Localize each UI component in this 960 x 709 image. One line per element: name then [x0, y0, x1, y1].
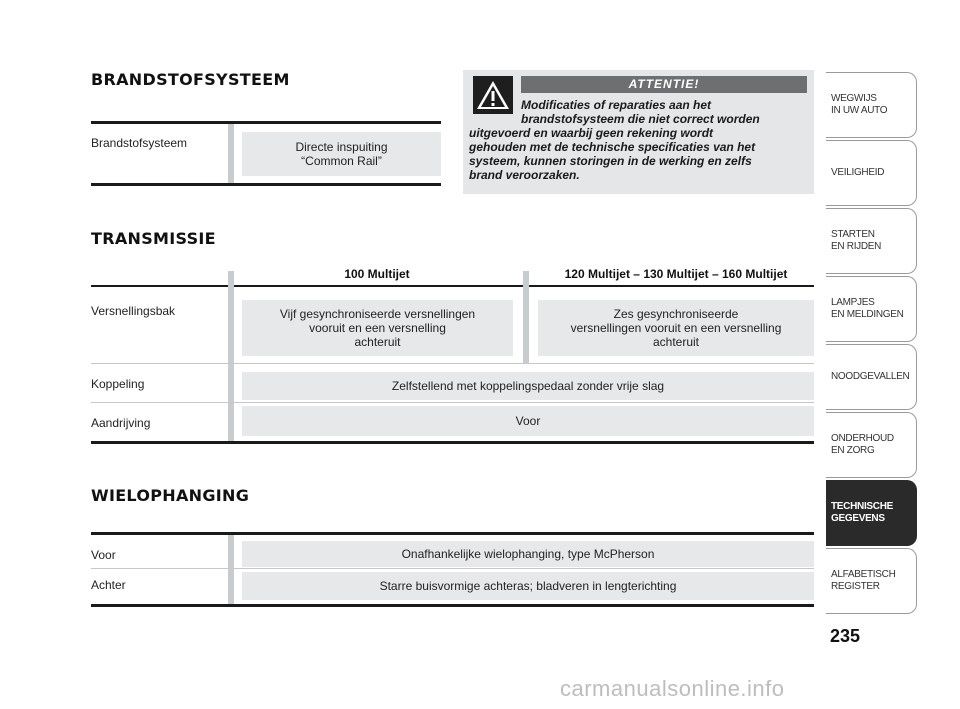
tab-starten[interactable] — [826, 208, 917, 274]
gearbox-col1-line2: vooruit en een versnelling — [309, 321, 446, 335]
suspension-bottom-rule — [91, 604, 814, 607]
tab-technische-gegevens[interactable] — [826, 480, 917, 546]
tab-label: REGISTER — [831, 581, 880, 592]
warning-line6: brand veroorzaken. — [469, 168, 580, 182]
warning-line2: brandstofsysteem die niet correct worden — [521, 112, 760, 126]
suspension-row-rule — [91, 568, 814, 569]
warning-title: ATTENTIE! — [521, 76, 807, 93]
gearbox-label: Versnellingsbak — [91, 304, 176, 318]
fuel-value-line1: Directe inspuiting — [295, 140, 388, 154]
gearbox-col1-line3: achteruit — [354, 335, 401, 349]
transmission-col2-header: 120 Multijet – 130 Multijet – 160 Multijet — [564, 267, 788, 281]
warning-line5: systeem, kunnen storingen in de werking en zelfs — [469, 154, 752, 168]
suspension-rear-label: Achter — [91, 578, 126, 592]
fuel-value-cell — [242, 132, 441, 176]
suspension-front-label: Voor — [91, 548, 116, 562]
fuel-value-line2: “Common Rail” — [301, 154, 382, 168]
gearbox-col1-cell — [242, 300, 513, 356]
suspension-front-value: Onafhankelijke wielophanging, type McPherson — [242, 541, 814, 567]
clutch-label: Koppeling — [91, 377, 145, 391]
tab-wegwijs[interactable] — [826, 72, 917, 138]
gearbox-col2-line2: versnellingen vooruit en een versnelling — [570, 321, 782, 335]
gearbox-col2-line1: Zes gesynchroniseerde — [613, 307, 739, 321]
transmission-divider-mid — [523, 271, 529, 363]
tab-label: STARTEN — [831, 229, 875, 240]
suspension-heading: WIELOPHANGING — [91, 486, 250, 505]
tab-label: ALFABETISCH — [831, 569, 896, 580]
tab-label: WEGWIJS — [831, 93, 877, 104]
tab-label: GEGEVENS — [831, 513, 885, 524]
warning-line3: uitgevoerd en waarbij geen rekening wordt — [469, 126, 714, 140]
fuel-divider — [228, 124, 234, 184]
gearbox-col2-cell — [538, 300, 814, 356]
fuel-heading: BRANDSTOFSYSTEEM — [91, 70, 290, 89]
tab-label: NOODGEVALLEN — [831, 371, 910, 382]
tab-veiligheid[interactable] — [826, 140, 917, 206]
transmission-top-rule — [91, 285, 814, 287]
transmission-col1-header: 100 Multijet — [344, 267, 410, 281]
tab-label: LAMPJES — [831, 297, 875, 308]
suspension-top-rule — [91, 532, 814, 535]
tab-label: EN ZORG — [831, 445, 875, 456]
drive-value: Voor — [242, 406, 814, 436]
tab-label: IN UW AUTO — [831, 105, 888, 116]
gearbox-col2-line3: achteruit — [652, 335, 700, 349]
transmission-heading: TRANSMISSIE — [91, 229, 216, 248]
suspension-rear-value: Starre buisvormige achteras; bladveren in lengterichting — [242, 572, 814, 600]
warning-line1: Modificaties of reparaties aan het — [521, 98, 712, 112]
tab-onderhoud[interactable] — [826, 412, 917, 478]
tab-label: EN MELDINGEN — [831, 309, 904, 320]
tab-alfabetisch-register[interactable] — [826, 548, 917, 614]
transmission-bottom-rule — [91, 441, 814, 444]
tab-lampjes[interactable] — [826, 276, 917, 342]
watermark-text: carmanualsonline.info — [560, 676, 785, 701]
transmission-divider-left — [228, 271, 234, 441]
transmission-row-rule-1 — [91, 363, 814, 364]
page-number: 235 — [830, 626, 861, 646]
fuel-row-label: Brandstofsysteem — [91, 136, 188, 150]
transmission-row-rule-2 — [91, 402, 814, 403]
tab-label: ONDERHOUD — [831, 433, 894, 444]
clutch-value: Zelfstellend met koppelingspedaal zonder vrije slag — [242, 372, 814, 400]
fuel-bottom-rule — [91, 183, 441, 186]
suspension-divider — [228, 535, 234, 605]
tab-noodgevallen[interactable] — [826, 344, 917, 410]
tab-label: TECHNISCHE — [831, 501, 894, 512]
warning-box — [463, 70, 814, 194]
drive-label: Aandrijving — [91, 416, 151, 430]
warning-line4: gehouden met de technische specificaties van het — [469, 140, 756, 154]
warning-text — [469, 98, 807, 182]
fuel-top-rule — [91, 121, 441, 124]
gearbox-col1-line1: Vijf gesynchroniseerde versnellingen — [279, 307, 476, 321]
tab-label: VEILIGHEID — [831, 167, 885, 178]
tab-label: EN RIJDEN — [831, 241, 882, 252]
